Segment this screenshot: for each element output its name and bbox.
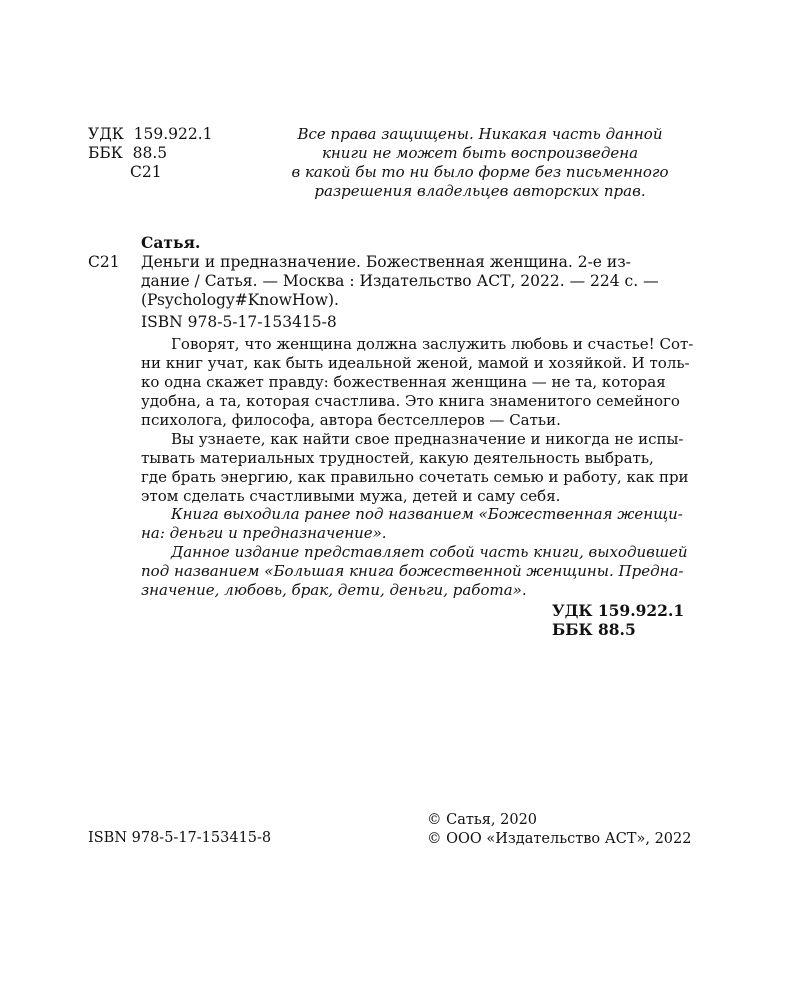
rights-line: разрешения владельцев авторских прав. [314,182,646,200]
annotation-line: тывать материальных трудностей, какую деятельность выбрать, [141,449,654,467]
udk-code: УДК 159.922.1 [88,125,213,143]
annotation-line: ни книг учат, как быть идеальной женой, мамой и хозяйкой. И толь- [141,354,690,372]
catalog-isbn: ISBN 978-5-17-153415-8 [141,313,337,331]
edition-note-line: значение, любовь, брак, дети, деньги, работа». [141,581,527,599]
catalog-author: Сатья. [141,233,201,252]
annotation-line: ко одна скажет правду: божественная женщина — не та, которая [141,373,666,391]
rights-line: книги не может быть воспроизведена [321,144,639,162]
catalog-author-mark: С21 [88,253,120,271]
author-mark: С21 [130,163,162,181]
annotation-line: удобна, а та, которая счастлива. Это книга знаменитого семейного [141,392,680,410]
description-line: Деньги и предназначение. Божественная женщина. 2-е из- [141,253,631,271]
copyright-author: © Сатья, 2020 [427,812,538,828]
bbk-code: ББК 88.5 [88,144,168,162]
copyright-block [427,811,691,849]
description-line: дание / Сатья. — Москва : Издательство АСТ, 2022. — 224 с. — [141,272,659,290]
bbk-bold: ББК 88.5 [552,620,636,639]
edition-note-line: на: деньги и предназначение». [141,524,387,542]
classification-codes [552,601,684,639]
annotation [141,335,694,506]
rights-line: в какой бы то ни было форме без письменного [291,163,669,181]
annotation-line: Говорят, что женщина должна заслужить любовь и счастье! Сот- [171,335,694,353]
copyright-publisher: © ООО «Издательство АСТ», 2022 [427,831,692,847]
udk-bold: УДК 159.922.1 [552,601,685,620]
rights-notice [280,125,680,201]
catalog-description [141,253,675,310]
rights-line: Все права защищены. Никакая часть данной [297,125,663,143]
edition-note-line: Книга выходила ранее под названием «Божественная женщи- [171,505,683,523]
edition-note [141,505,688,600]
description-line: (Psychology#KnowHow). [141,291,339,309]
edition-note-line: под названием «Большая книга божественной женщины. Предна- [141,562,684,580]
library-codes [88,125,288,182]
footer-isbn: ISBN 978-5-17-153415-8 [88,830,272,846]
annotation-line: психолога, философа, автора бестселлеров — Сатьи. [141,411,561,429]
edition-note-line: Данное издание представляет собой часть книги, выходившей [171,543,688,561]
annotation-line: этом сделать счастливыми мужа, детей и саму себя. [141,487,561,505]
annotation-line: где брать энергию, как правильно сочетать семью и работу, как при [141,468,689,486]
annotation-line: Вы узнаете, как найти свое предназначение и никогда не испы- [171,430,684,448]
